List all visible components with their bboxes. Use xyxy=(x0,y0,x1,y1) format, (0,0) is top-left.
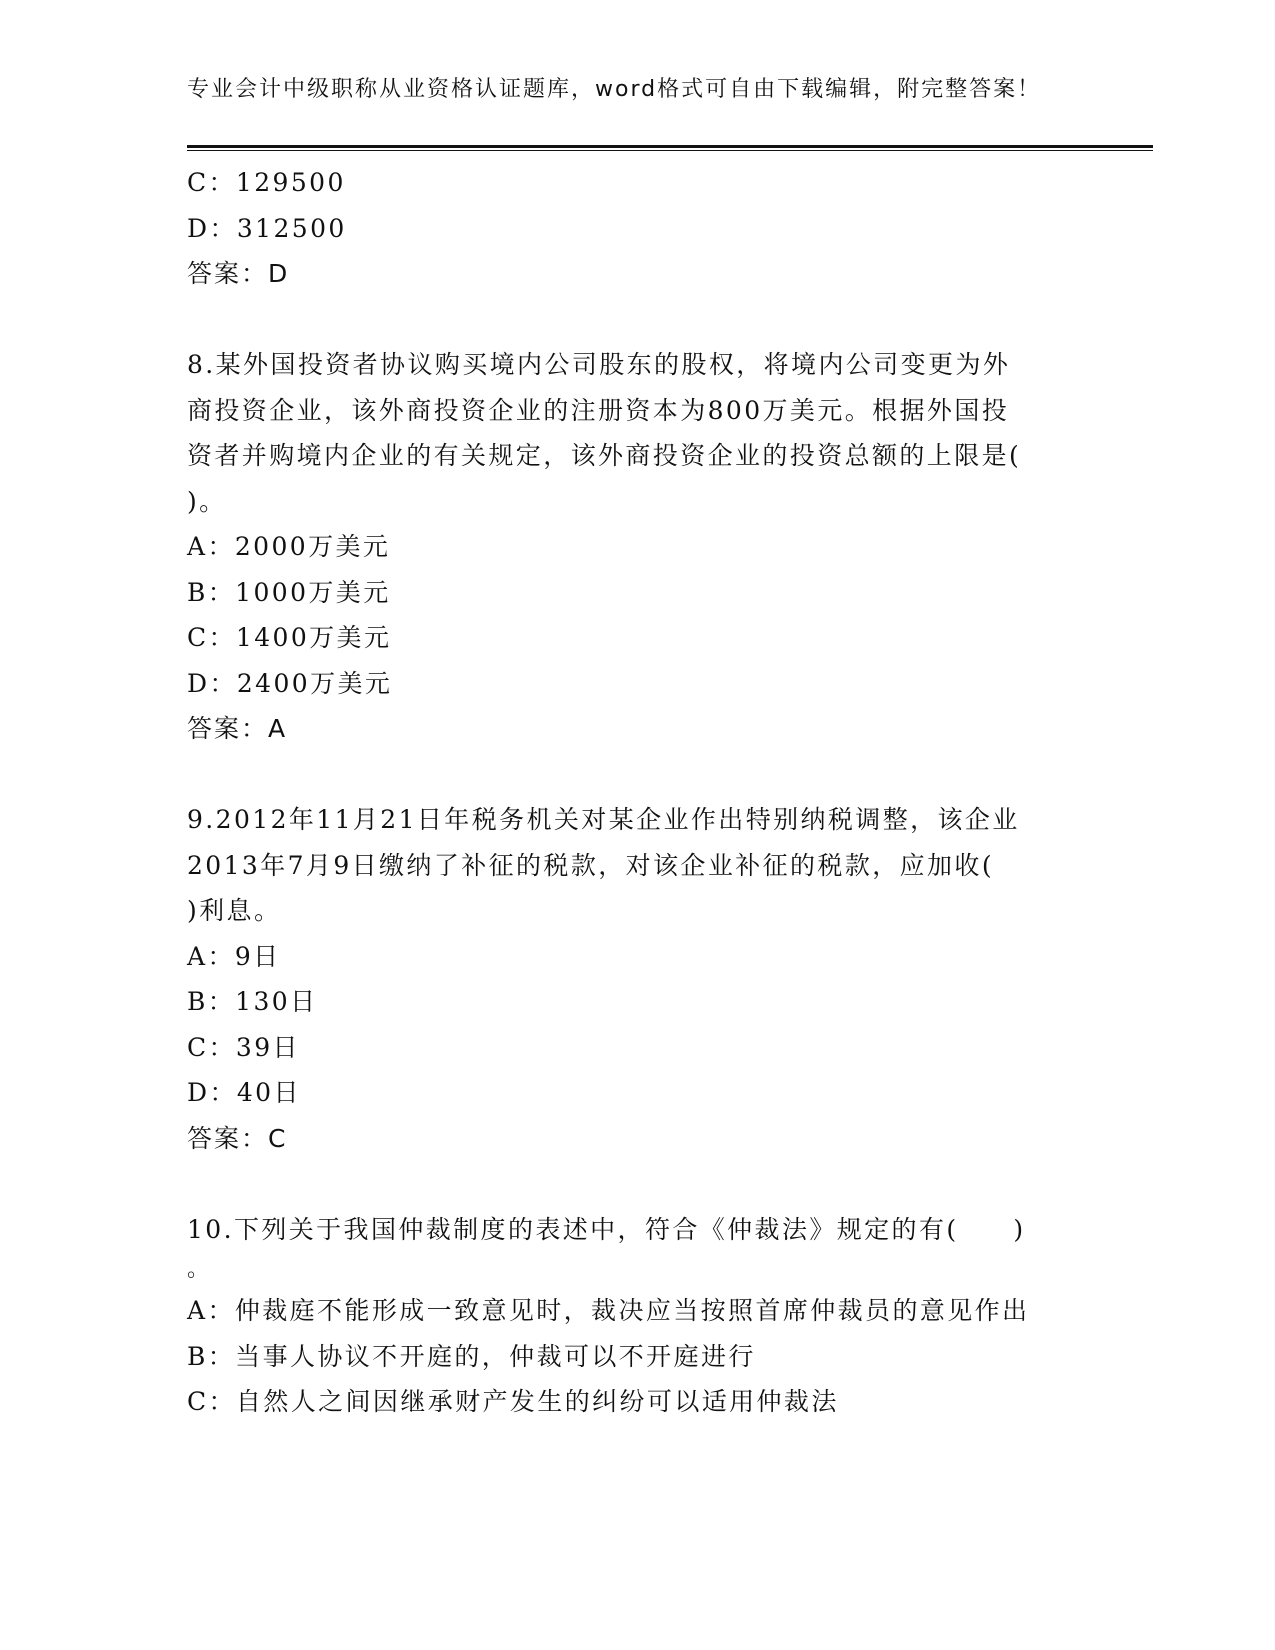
q8-stem-line: 8.某外国投资者协议购买境内公司股东的股权，将境内公司变更为外 xyxy=(187,350,1011,379)
q8-answer: 答案：A xyxy=(187,714,288,743)
q10-option-b: B：当事人协议不开庭的，仲裁可以不开庭进行 xyxy=(187,1341,756,1371)
q8-stem-line: 资者并购境内企业的有关规定，该外商投资企业的投资总额的上限是( xyxy=(187,441,1022,470)
q9-option-d: D：40日 xyxy=(187,1078,301,1107)
q10-option-c: C：自然人之间因继承财产发生的纠纷可以适用仲裁法 xyxy=(187,1387,839,1416)
q9-stem xyxy=(187,797,1087,934)
q8-option-c: C：1400万美元 xyxy=(187,623,392,652)
q9-stem-line: )利息。 xyxy=(187,896,282,925)
q9-stem-line: 2013年7月9日缴纳了补征的税款，对该企业补征的税款，应加收( xyxy=(187,850,994,880)
q7-option-c: C：129500 xyxy=(187,168,346,197)
spacer xyxy=(187,297,1087,343)
q8-option-d: D：2400万美元 xyxy=(187,668,393,698)
q10-option-a: A：仲裁庭不能形成一致意见时，裁决应当按照首席仲裁员的意见作出 xyxy=(187,1296,1030,1325)
q7-option-d: D：312500 xyxy=(187,213,347,243)
q9-option-c: C：39日 xyxy=(187,1032,300,1062)
q8-stem xyxy=(187,342,1087,524)
q7-answer: 答案：D xyxy=(187,259,290,288)
spacer xyxy=(187,1161,1087,1207)
question-content xyxy=(187,160,1087,1425)
q9-answer: 答案：C xyxy=(187,1123,288,1153)
q9-option-b: B：130日 xyxy=(187,987,318,1016)
page-header: 专业会计中级职称从业资格认证题库，word格式可自由下载编辑，附完整答案！ xyxy=(187,77,1042,102)
q8-stem-line: )。 xyxy=(187,486,227,516)
spacer xyxy=(187,752,1087,798)
q10-stem-line: 。 xyxy=(187,1257,212,1282)
header-rule-thin xyxy=(187,150,1153,151)
q8-stem-line: 商投资企业，该外商投资企业的注册资本为800万美元。根据外国投 xyxy=(187,395,1010,425)
q8-option-a: A：2000万美元 xyxy=(187,532,391,561)
q9-stem-line: 9.2012年11月21日年税务机关对某企业作出特别纳税调整，该企业 xyxy=(187,805,1020,834)
q10-stem-line: 10.下列关于我国仲裁制度的表述中，符合《仲裁法》规定的有( ) xyxy=(187,1214,1026,1244)
q10-stem xyxy=(187,1207,1087,1289)
q8-option-b: B：1000万美元 xyxy=(187,577,391,607)
q9-option-a: A：9日 xyxy=(187,941,281,971)
header-rule-thick xyxy=(187,145,1153,148)
